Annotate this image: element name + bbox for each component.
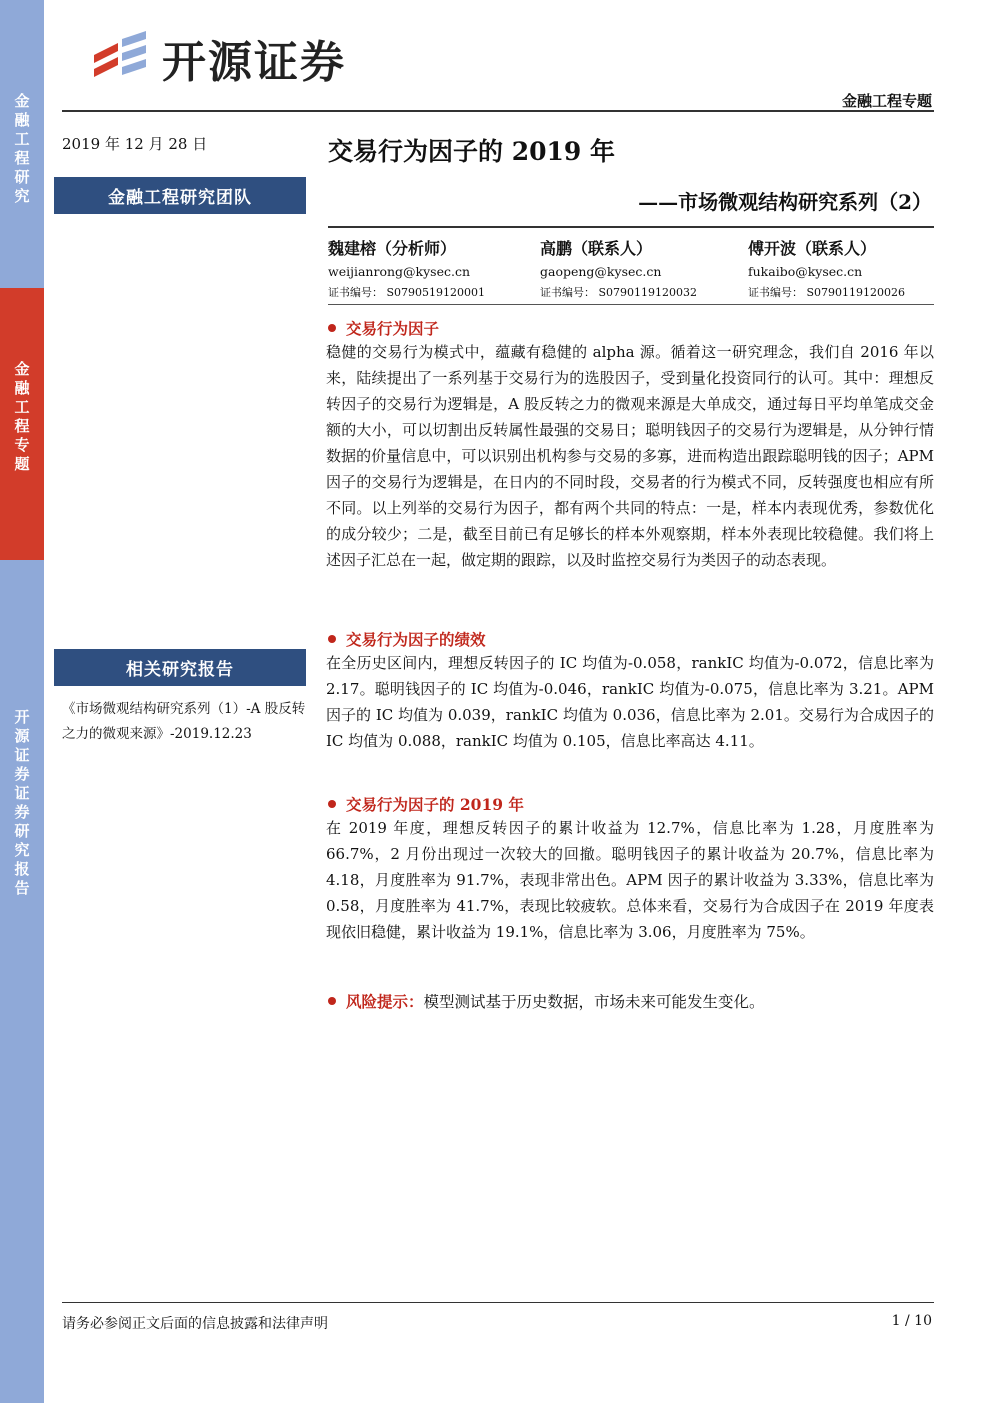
sidebar-segment-research: [0, 0, 44, 288]
sidebar-label-topic: 金融工程专题: [14, 360, 30, 473]
section-heading: [328, 793, 524, 815]
section-heading: [328, 628, 486, 650]
sidebar-label-brand: 开源证券 证券研究报告: [14, 708, 30, 897]
analyst-name: 魏建榕（分析师）: [328, 239, 457, 258]
section-heading-text: 交易行为因子的 2019 年: [346, 795, 524, 814]
section-heading-text: 交易行为因子: [346, 319, 440, 338]
sidebar-segment-brand: [0, 560, 44, 1403]
report-title: 交易行为因子的 2019 年: [328, 137, 615, 166]
bullet-icon: [328, 635, 336, 643]
analyst-divider: [328, 304, 934, 305]
report-subtitle: ——市场微观结构研究系列（2）: [638, 190, 932, 214]
analyst-card: [748, 238, 905, 303]
risk-text: 模型测试基于历史数据，市场未来可能发生变化。: [423, 993, 765, 1011]
bullet-icon: [328, 324, 336, 332]
footer-disclaimer: 请务必参阅正文后面的信息披露和法律声明: [62, 1316, 328, 1332]
team-label: 金融工程研究团队: [54, 177, 306, 214]
analyst-name: 高鹏（联系人）: [540, 239, 653, 258]
risk-notice: [328, 990, 765, 1012]
page-number: 1 / 10: [891, 1313, 932, 1329]
sidebar-label-research: 金融工程研究: [14, 92, 30, 205]
brand-logo: [88, 28, 346, 88]
analyst-name: 傅开波（联系人）: [748, 239, 877, 258]
section-heading: [328, 317, 439, 339]
analyst-email[interactable]: gaopeng@kysec.cn: [540, 264, 662, 279]
analyst-email[interactable]: weijianrong@kysec.cn: [328, 264, 470, 279]
sidebar: [0, 0, 44, 1403]
subtitle-divider: [328, 226, 934, 228]
bullet-icon: [328, 800, 336, 808]
section-body: 稳健的交易行为模式中，蕴藏有稳健的 alpha 源。循着这一研究理念，我们自 2016 年以来，陆续提出了一系列基于交易行为的选股因子，受到量化投资同行的认可。其中：理想反转因子的交易行为逻辑是，A 股反转之力的微观来源是大单成交，通过每日平均单笔成交金额的大小，可以切割出反转属性最强的交易日；聪明钱因子的交易行为逻辑是，从分钟行情数据的价量信息中，可以识别出机构参与交易的多寡，进而构造出跟踪聪明钱的因子；APM 因子的交易行为逻辑是，在日内的不同时段，交易者的行为模式不同，反转强度也相应有所不同。以上列举的交易行为因子，都有两个共同的特点：一是，样本内表现优秀，参数优化的成分较少；二是，截至目前已有足够长的样本外观察期，样本外表现比较稳健。我们将上述因子汇总在一起，做定期的跟踪，以及时监控交易行为类因子的动态表现。: [326, 343, 934, 569]
section-body: 在 2019 年度，理想反转因子的累计收益为 12.7%，信息比率为 1.28，月度胜率为 66.7%，2 月份出现过一次较大的回撤。聪明钱因子的累计收益为 20.7%，信息比率为 4.18，月度胜率为 91.7%，表现非常出色。APM 因子的累计收益为 3.33%，信息比率为 0.58，月度胜率为 41.7%，表现比较疲软。总体来看，交易行为合成因子在 2019 年度表现依旧稳健，累计收益为 19.1%，信息比率为 3.06，月度胜率为 75%。: [326, 819, 934, 941]
related-report-link[interactable]: 《市场微观结构研究系列（1）-A 股反转之力的微观来源》-2019.12.23: [62, 701, 306, 742]
analyst-card: [328, 238, 485, 303]
analyst-card: [540, 238, 697, 303]
sidebar-segment-topic: [0, 288, 44, 560]
risk-label: 风险提示：: [346, 992, 424, 1011]
brand-logo-icon: [88, 29, 150, 87]
header-tag: 金融工程专题: [841, 92, 932, 110]
brand-name: 开源证券: [162, 37, 346, 88]
analyst-email[interactable]: fukaibo@kysec.cn: [748, 264, 863, 279]
analyst-cert: 证书编号： S0790519120001: [328, 286, 486, 299]
analyst-cert: 证书编号： S0790119120026: [748, 286, 906, 299]
header-divider: [62, 110, 934, 112]
section-body: 在全历史区间内，理想反转因子的 IC 均值为-0.058，rankIC 均值为-0.072，信息比率为 2.17。聪明钱因子的 IC 均值为-0.046，rankIC 均值为-0.075，信息比率为 3.21。APM 因子的 IC 均值为 0.039，rankIC 均值为 0.036，信息比率为 2.01。交易行为合成因子的 IC 均值为 0.088，rankIC 均值为 0.105，信息比率高达 4.11。: [326, 654, 934, 750]
section-heading-text: 交易行为因子的绩效: [346, 630, 486, 649]
footer-divider: [62, 1302, 934, 1303]
bullet-icon: [328, 997, 336, 1005]
related-reports-label: 相关研究报告: [54, 649, 306, 686]
report-date: 2019 年 12 月 28 日: [62, 135, 208, 153]
analyst-cert: 证书编号： S0790119120032: [540, 286, 698, 299]
